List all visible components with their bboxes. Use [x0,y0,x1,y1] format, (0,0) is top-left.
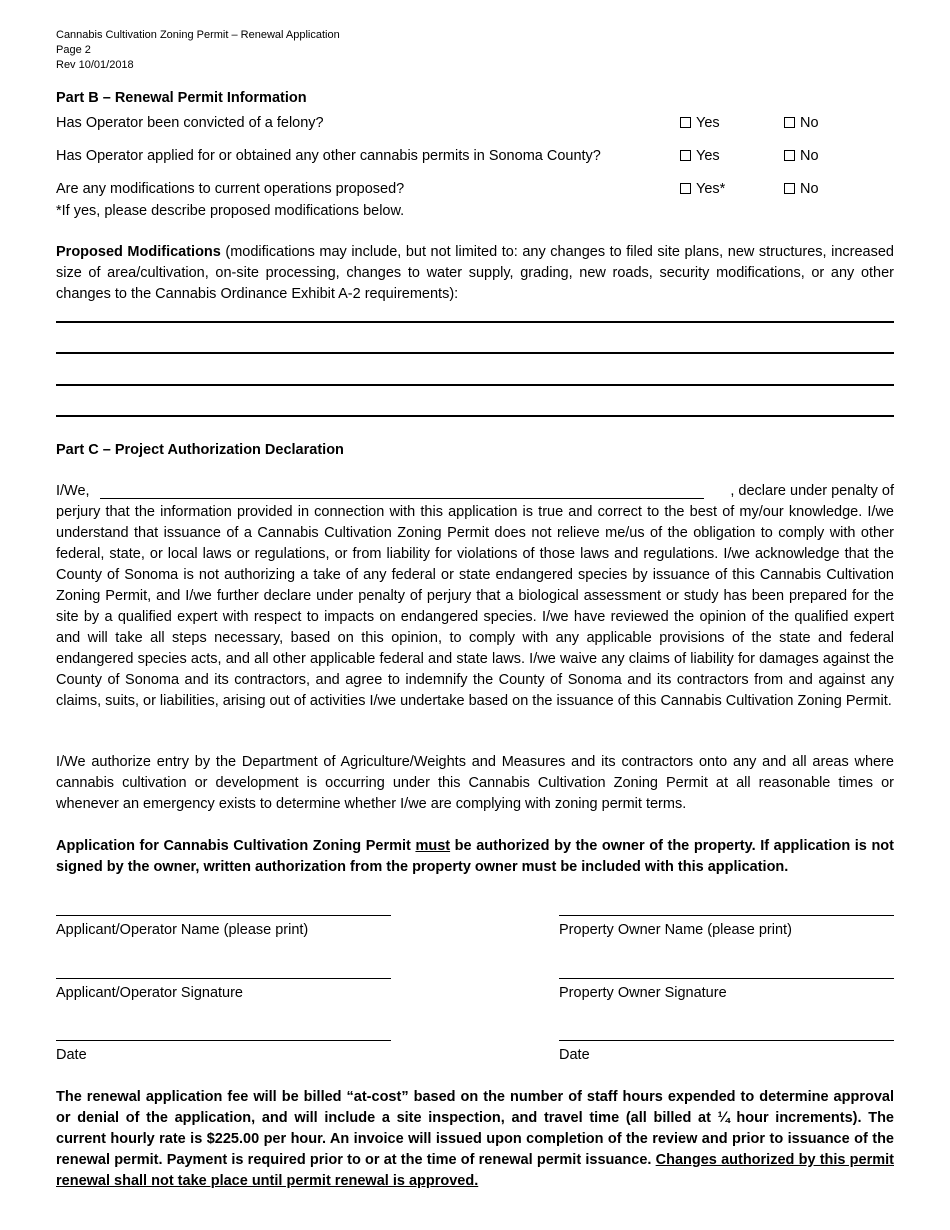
owner-name-line[interactable] [559,915,894,916]
owner-date-label: Date [559,1047,590,1063]
owner-authorization-notice: Application for Cannabis Cultivation Zoning Permit must be authorized by the owner of the property. If application is not signed by the owner, written authorization from the property owner must be included with this application. [56,838,894,875]
header-revision: Rev 10/01/2018 [56,59,134,71]
modifications-no-checkbox[interactable]: No [784,179,819,200]
fee-notice: The renewal application fee will be billed “at-cost” based on the number of staff hours expended to determine approval or denial of the application, and will include a site inspection, and travel time (all billed at ¼ hour increments). The current hourly rate is $225.00 per hour. An invoice will issued upon completion of the review and prior to issuance of the renewal permit. Payment is required prior to or at the time of renewal permit issuance. Changes authorized by this permit renewal shall not take place until permit renewal is approved. [56,1089,894,1189]
proposed-modifications-paragraph: Proposed Modifications (modifications may include, but not limited to: any changes to filed site plans, new structures, increased size of area/cultivation, on-site processing, changes to water supply, grading, new roads, security modifications, or any other changes to the Cannabis Ordinance Exhibit A-2 requirements): [56,244,894,302]
modifications-line-1[interactable] [56,321,894,323]
question-modifications: Are any modifications to current operations proposed? [56,181,405,197]
proposed-modifications-label: Proposed Modifications [56,244,221,260]
declarant-name-line[interactable] [100,498,704,499]
declaration-penalty: , declare under penalty of [730,483,894,499]
checkbox-icon [784,117,795,128]
modifications-yes-checkbox[interactable]: Yes* [680,179,725,200]
checkbox-icon [680,183,691,194]
question-other-permits: Has Operator applied for or obtained any other cannabis permits in Sonoma County? [56,148,601,164]
header-title: Cannabis Cultivation Zoning Permit – Renewal Application [56,29,340,41]
applicant-name-line[interactable] [56,915,391,916]
part-b-title: Part B – Renewal Permit Information [56,90,307,106]
approval-requirement: Changes authorized by this permit renewal shall not take place until permit renewal is approved. [56,1152,894,1189]
modifications-line-3[interactable] [56,384,894,386]
applicant-name-label: Applicant/Operator Name (please print) [56,922,309,938]
declaration-body: perjury that the information provided in connection with this application is true and correct to the best of my/our knowledge. I/we understand that issuance of a Cannabis Cultivation Zoning Permit does not relieve me/us of the obligation to comply with other federal, state, or local laws or regulations, or from liability for violations of those laws and regulations. I/we acknowledge that the County of Sonoma is not authorizing a take of any federal or state endangered species by issuance of this Cannabis Cultivation Zoning Permit, and I/we further declare under penalty of perjury that a biological assessment or study has been prepared for the site by a qualified expert with respect to impacts on endangered species. I/we have reviewed the opinion of the qualified expert and will take all steps necessary, based on this opinion, to comply with any applicable provisions of the state and federal endangered species acts, and all other applicable federal and state laws. I/we waive any claims of liability for damages against the County of Sonoma and its contractors, and agree to indemnify the County of Sonoma and its contractors from and against any claims, suits, or liabilities, arising out of activities I/we undertake based on the issuance of this Cannabis Cultivation Zoning Permit. [56,504,894,709]
modifications-note: *If yes, please describe proposed modifications below. [56,203,405,219]
checkbox-icon [784,183,795,194]
part-c-title: Part C – Project Authorization Declaration [56,442,344,458]
owner-signature-label: Property Owner Signature [559,985,727,1001]
declaration-start: I/We, [56,483,90,499]
other-permits-no-checkbox[interactable]: No [784,146,819,167]
checkbox-icon [680,117,691,128]
document-header [56,28,340,73]
entry-authorization: I/We authorize entry by the Department of Agriculture/Weights and Measures and its contractors onto any and all areas where cannabis cultivation or development is occurring under this Cannabis Cultivation Zoning Permit at all reasonable times or whenever an emergency exists to determine whether I/we are complying with zoning permit terms. [56,754,894,812]
checkbox-icon [680,150,691,161]
question-felony: Has Operator been convicted of a felony? [56,115,324,131]
modifications-line-4[interactable] [56,415,894,417]
must-emphasis: must [415,838,451,854]
applicant-signature-line[interactable] [56,978,391,979]
applicant-date-line[interactable] [56,1040,391,1041]
header-page: Page 2 [56,44,91,56]
applicant-date-label: Date [56,1047,87,1063]
felony-no-checkbox[interactable]: No [784,113,819,134]
owner-date-line[interactable] [559,1040,894,1041]
felony-yes-checkbox[interactable]: Yes [680,113,720,134]
other-permits-yes-checkbox[interactable]: Yes [680,146,720,167]
modifications-line-2[interactable] [56,352,894,354]
owner-name-label: Property Owner Name (please print) [559,922,792,938]
owner-signature-line[interactable] [559,978,894,979]
applicant-signature-label: Applicant/Operator Signature [56,985,243,1001]
checkbox-icon [784,150,795,161]
